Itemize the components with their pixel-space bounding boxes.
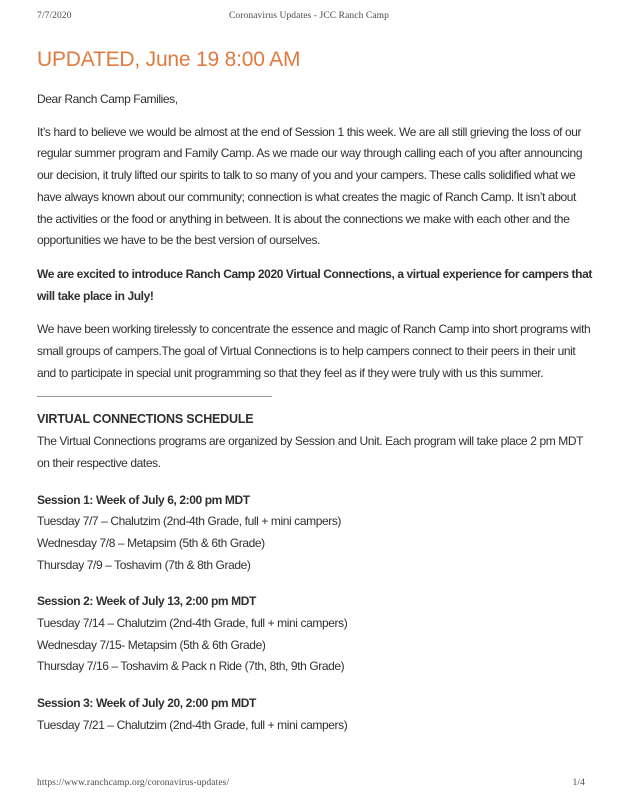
virtual-connections-paragraph: We have been working tirelessly to concentrate the essence and magic of Ranch Camp into short programs with small groups of campers.The goal of Virtual Connections is to help campers connect to their peers in their unit and to participate in special unit programming so that they feel as if they were truly with us this summer.: [37, 322, 591, 380]
print-footer-page-number: 1/4: [572, 778, 585, 788]
schedule-session-3: [37, 693, 593, 736]
session-3-item-1: Tuesday 7/21 – Chalutzim (2nd-4th Grade, full + mini campers): [37, 717, 348, 732]
session-2-item-2: Wednesday 7/15- Metapsim (5th & 6th Grade): [37, 637, 266, 652]
session-1-heading: Session 1: Week of July 6, 2:00 pm MDT: [37, 492, 250, 507]
schedule-title: VIRTUAL CONNECTIONS SCHEDULE: [37, 412, 254, 427]
print-footer-url: https://www.ranchcamp.org/coronavirus-updates/: [37, 778, 230, 788]
intro-paragraph: It’s hard to believe we would be almost at the end of Session 1 this week. We are all still grieving the loss of our regular summer program and Family Camp. As we made our way through calling each of you after announcing our decision, it truly lifted our spirits to talk to so many of you and your campers. These calls solidified what we have always known about our community; connection is what creates the magic of Ranch Camp. It isn’t about the activities or the food or anything in between. It is about the connections we make with each other and the opportunities we have to be the best version of ourselves.: [37, 124, 583, 248]
session-1-item-2: Wednesday 7/8 – Metapsim (5th & 6th Grade): [37, 535, 265, 550]
session-2-heading: Session 2: Week of July 13, 2:00 pm MDT: [37, 594, 256, 609]
print-header-title: Coronavirus Updates - JCC Ranch Camp: [228, 11, 390, 21]
session-3-heading: Session 3: Week of July 20, 2:00 pm MDT: [37, 696, 256, 711]
schedule-header: [37, 409, 593, 474]
session-1-item-1: Tuesday 7/7 – Chalutzim (2nd-4th Grade, full + mini campers): [37, 514, 342, 529]
section-divider: [37, 396, 272, 397]
document-body: [37, 47, 593, 737]
session-2-item-1: Tuesday 7/14 – Chalutzim (2nd-4th Grade, full + mini campers): [37, 616, 348, 631]
schedule-session-2: [37, 591, 593, 678]
session-2-item-3: Thursday 7/16 – Toshavim & Pack n Ride (7th, 8th, 9th Grade): [37, 659, 345, 674]
print-header-date: 7/7/2020: [37, 11, 72, 21]
print-header: [0, 11, 618, 23]
salutation: Dear Ranch Camp Families,: [37, 92, 178, 106]
schedule-intro: The Virtual Connections programs are organized by Session and Unit. Each program will take place 2 pm MDT on their respective dates.: [37, 434, 583, 470]
schedule-session-1: [37, 490, 593, 577]
print-footer: [0, 778, 618, 790]
announcement-paragraph: We are excited to introduce Ranch Camp 2020 Virtual Connections, a virtual experience for campers that will take place in July!: [37, 266, 592, 303]
session-1-item-3: Thursday 7/9 – Toshavim (7th & 8th Grade): [37, 557, 251, 572]
update-heading: UPDATED, June 19 8:00 AM: [37, 48, 301, 71]
